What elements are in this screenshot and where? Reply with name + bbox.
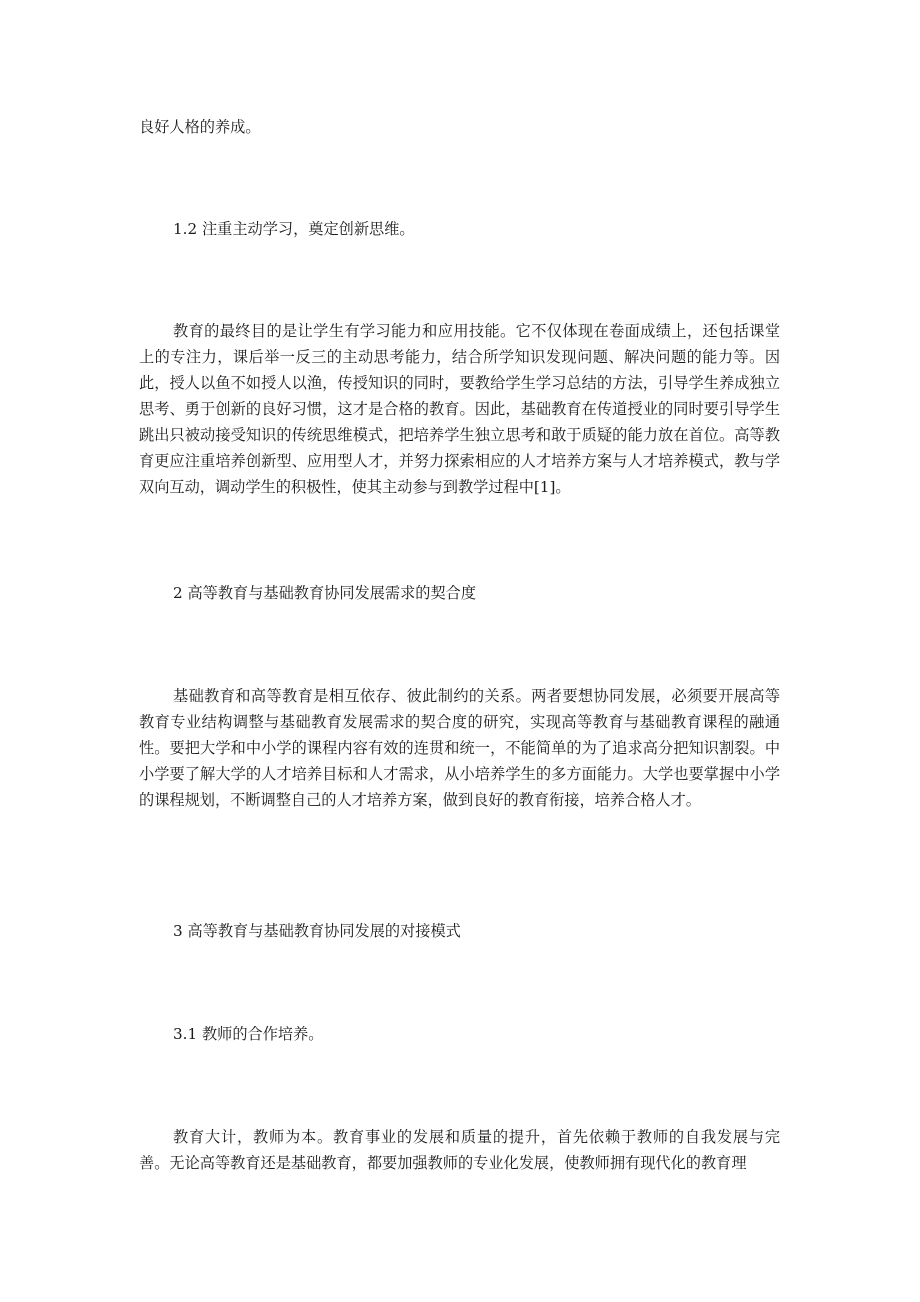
section-heading-1-2: 1.2 注重主动学习，奠定创新思维。 <box>173 220 415 238</box>
section-heading-3-1: 3.1 教师的合作培养。 <box>173 1025 324 1043</box>
paragraph-fit-degree: 基础教育和高等教育是相互依存、彼此制约的关系。两者要想协同发展，必须要开展高等教育专业结构调整与基础教育发展需求的契合度的研究，实现高等教育与基础教育课程的融通性。要把大学和中小学的课程内容有效的连贯和统一，不能简单的为了追求高分把知识割裂。中小学要了解大学的人才培养目标和人才需求，从小培养学生的多方面能力。大学也要掌握中小学的课程规划，不断调整自己的人才培养方案，做到良好的教育衔接，培养合格人才。 <box>139 687 780 809</box>
paragraph-teacher-training: 教育大计，教师为本。教育事业的发展和质量的提升，首先依赖于教师的自我发展与完善。无论高等教育还是基础教育，都要加强教师的专业化发展，使教师拥有现代化的教育理 <box>139 1128 780 1172</box>
paragraph-continuation: 良好人格的养成。 <box>139 118 261 136</box>
section-heading-2: 2 高等教育与基础教育协同发展需求的契合度 <box>173 584 477 602</box>
paragraph-active-learning: 教育的最终目的是让学生有学习能力和应用技能。它不仅体现在卷面成绩上，还包括课堂上的专注力，课后举一反三的主动思考能力，结合所学知识发现问题、解决问题的能力等。因此，授人以鱼不如授人以渔，传授知识的同时，要教给学生学习总结的方法，引导学生养成独立思考、勇于创新的良好习惯，这才是合格的教育。因此，基础教育在传道授业的同时要引导学生跳出只被动接受知识的传统思维模式，把培养学生独立思考和敢于质疑的能力放在首位。高等教育更应注重培养创新型、应用型人才，并努力探索相应的人才培养方案与人才培养模式，教与学双向互动，调动学生的积极性，使其主动参与到教学过程中[1]。 <box>139 322 780 496</box>
section-heading-3: 3 高等教育与基础教育协同发展的对接模式 <box>173 922 461 940</box>
